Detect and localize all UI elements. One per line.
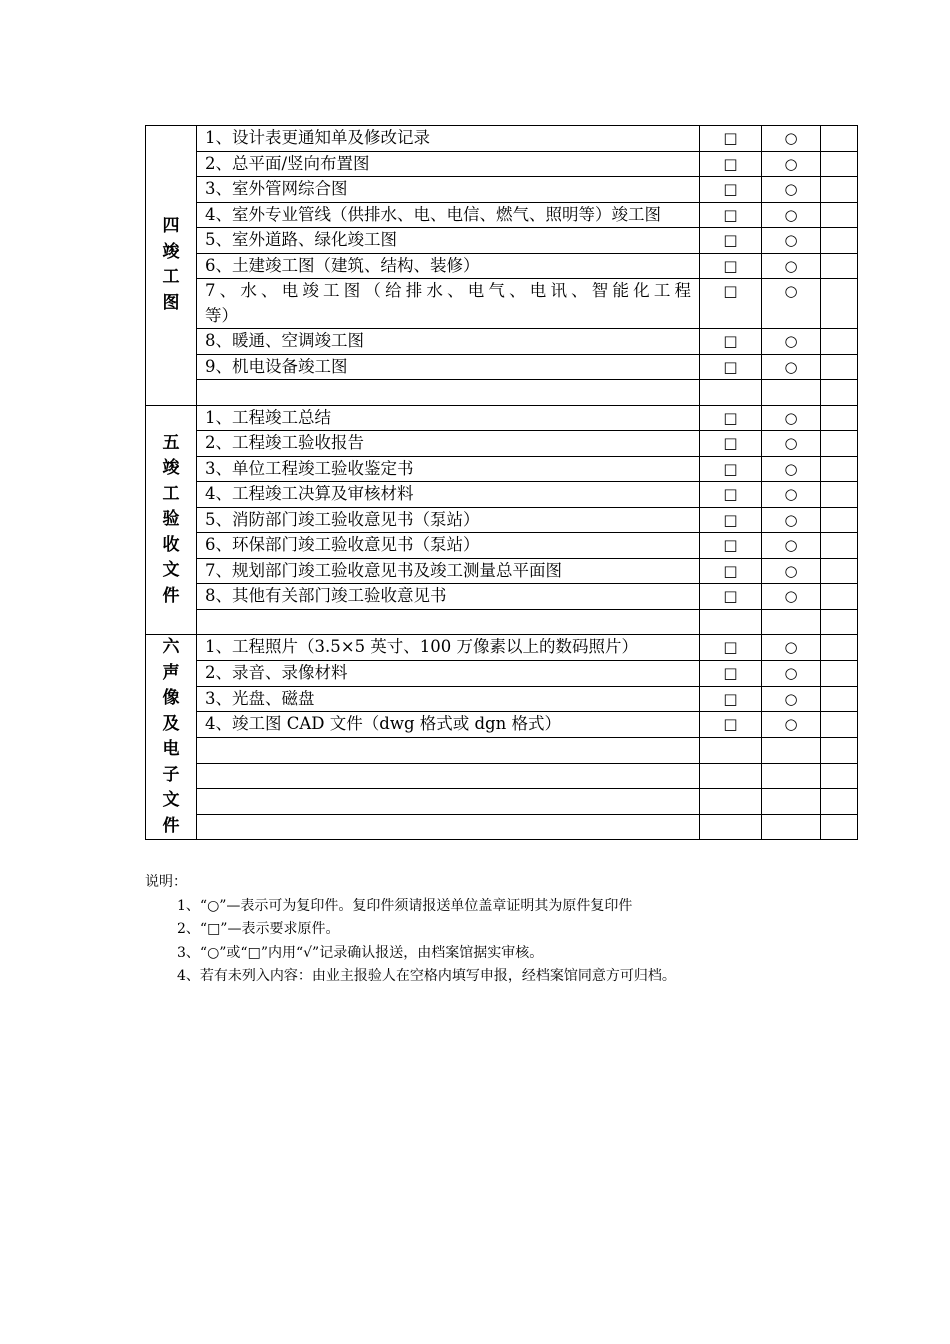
copy-allowed-mark: ○ <box>762 228 821 254</box>
confirm-cell <box>821 431 858 457</box>
item-text: 2、总平面/竖向布置图 <box>197 151 700 177</box>
copy-allowed-mark: ○ <box>762 202 821 228</box>
note-line-2: 2、“□”—表示要求原件。 <box>177 921 340 937</box>
table-row <box>146 660 858 686</box>
item-text: 8、暖通、空调竣工图 <box>197 329 700 355</box>
category-label <box>146 126 197 406</box>
item-text: 4、室外专业管线（供排水、电、电信、燃气、照明等）竣工图 <box>197 202 700 228</box>
table-row <box>146 686 858 712</box>
blank-item-cell <box>197 789 700 815</box>
original-required-mark: □ <box>700 533 762 559</box>
copy-allowed-mark: ○ <box>762 584 821 610</box>
notes-section <box>145 871 885 989</box>
item-text: 8、其他有关部门竣工验收意见书 <box>197 584 700 610</box>
category-char: 收 <box>162 534 180 555</box>
category-char: 验 <box>162 509 180 529</box>
original-required-mark: □ <box>700 456 762 482</box>
table-row <box>146 253 858 279</box>
copy-allowed-mark: ○ <box>762 151 821 177</box>
blank-item-cell <box>197 609 700 635</box>
blank-item-cell <box>197 763 700 789</box>
confirm-cell <box>821 507 858 533</box>
copy-allowed-mark: ○ <box>762 329 821 355</box>
original-required-mark: □ <box>700 584 762 610</box>
copy-allowed-mark: ○ <box>762 431 821 457</box>
archive-checklist-table <box>145 125 858 840</box>
item-text: 6、环保部门竣工验收意见书（泵站） <box>197 533 700 559</box>
note-line-4: 4、若有未列入内容：由业主报验人在空格内填写申报，经档案馆同意方可归档。 <box>177 968 676 984</box>
copy-allowed-mark: ○ <box>762 177 821 203</box>
blank-row <box>146 814 858 840</box>
confirm-cell <box>821 151 858 177</box>
category-char: 四 <box>162 216 180 237</box>
item-text: 2、录音、录像材料 <box>197 660 700 686</box>
original-required-mark: □ <box>700 228 762 254</box>
blank-mark-cell <box>762 609 821 635</box>
item-text: 3、单位工程竣工验收鉴定书 <box>197 456 700 482</box>
blank-mark-cell <box>700 763 762 789</box>
table-row <box>146 584 858 610</box>
item-text: 5、室外道路、绿化竣工图 <box>197 228 700 254</box>
original-required-mark: □ <box>700 279 762 329</box>
copy-allowed-mark: ○ <box>762 635 821 661</box>
copy-allowed-mark: ○ <box>762 686 821 712</box>
copy-allowed-mark: ○ <box>762 126 821 152</box>
table-row <box>146 507 858 533</box>
blank-confirm-cell <box>821 738 858 764</box>
category-char: 图 <box>162 292 180 313</box>
confirm-cell <box>821 660 858 686</box>
category-char: 竣 <box>162 241 180 262</box>
category-char: 及 <box>162 713 180 734</box>
table-row <box>146 329 858 355</box>
blank-row <box>146 738 858 764</box>
item-text: 4、竣工图 CAD 文件（dwg 格式或 dgn 格式） <box>197 712 700 738</box>
blank-mark-cell <box>762 814 821 840</box>
copy-allowed-mark: ○ <box>762 533 821 559</box>
item-text: 6、土建竣工图（建筑、结构、装修） <box>197 253 700 279</box>
confirm-cell <box>821 354 858 380</box>
confirm-cell <box>821 712 858 738</box>
confirm-cell <box>821 202 858 228</box>
confirm-cell <box>821 584 858 610</box>
item-text-line: 等） <box>205 305 238 325</box>
item-text: 1、工程竣工总结 <box>197 405 700 431</box>
confirm-cell <box>821 533 858 559</box>
category-char: 工 <box>162 267 180 288</box>
copy-allowed-mark: ○ <box>762 405 821 431</box>
blank-confirm-cell <box>821 789 858 815</box>
category-char: 子 <box>162 764 180 785</box>
table-row <box>146 635 858 661</box>
category-char: 文 <box>162 790 180 810</box>
copy-allowed-mark: ○ <box>762 558 821 584</box>
copy-allowed-mark: ○ <box>762 660 821 686</box>
original-required-mark: □ <box>700 431 762 457</box>
blank-confirm-cell <box>821 609 858 635</box>
item-text: 1、设计表更通知单及修改记录 <box>197 126 700 152</box>
item-text: 3、光盘、磁盘 <box>197 686 700 712</box>
blank-row <box>146 609 858 635</box>
category-char: 件 <box>162 585 180 606</box>
blank-item-cell <box>197 738 700 764</box>
copy-allowed-mark: ○ <box>762 253 821 279</box>
note-line-1: 1、“○”—表示可为复印件。复印件须请报送单位盖章证明其为原件复印件 <box>177 897 633 914</box>
original-required-mark: □ <box>700 405 762 431</box>
checklist-body <box>146 126 858 840</box>
category-char: 文 <box>162 560 180 580</box>
table-row <box>146 431 858 457</box>
item-text: 3、室外管网综合图 <box>197 177 700 203</box>
copy-allowed-mark: ○ <box>762 482 821 508</box>
confirm-cell <box>821 228 858 254</box>
original-required-mark: □ <box>700 151 762 177</box>
original-required-mark: □ <box>700 507 762 533</box>
table-row <box>146 482 858 508</box>
blank-row <box>146 380 858 406</box>
blank-mark-cell <box>762 380 821 406</box>
category-char: 件 <box>162 815 180 836</box>
copy-allowed-mark: ○ <box>762 456 821 482</box>
category-char: 工 <box>162 483 180 504</box>
confirm-cell <box>821 405 858 431</box>
confirm-cell <box>821 482 858 508</box>
blank-row <box>146 763 858 789</box>
confirm-cell <box>821 635 858 661</box>
original-required-mark: □ <box>700 558 762 584</box>
blank-mark-cell <box>700 738 762 764</box>
original-required-mark: □ <box>700 202 762 228</box>
item-text: 2、工程竣工验收报告 <box>197 431 700 457</box>
confirm-cell <box>821 253 858 279</box>
table-row <box>146 202 858 228</box>
original-required-mark: □ <box>700 712 762 738</box>
original-required-mark: □ <box>700 686 762 712</box>
category-char: 五 <box>162 432 180 453</box>
blank-confirm-cell <box>821 380 858 406</box>
category-char: 六 <box>162 637 180 657</box>
copy-allowed-mark: ○ <box>762 279 821 329</box>
blank-confirm-cell <box>821 763 858 789</box>
confirm-cell <box>821 126 858 152</box>
item-text: 7、规划部门竣工验收意见书及竣工测量总平面图 <box>197 558 700 584</box>
blank-mark-cell <box>762 789 821 815</box>
item-text <box>197 279 700 329</box>
table-row <box>146 456 858 482</box>
table-row <box>146 177 858 203</box>
blank-mark-cell <box>762 738 821 764</box>
blank-mark-cell <box>762 763 821 789</box>
table-row <box>146 151 858 177</box>
table-row <box>146 126 858 152</box>
copy-allowed-mark: ○ <box>762 507 821 533</box>
blank-mark-cell <box>700 814 762 840</box>
blank-mark-cell <box>700 789 762 815</box>
original-required-mark: □ <box>700 635 762 661</box>
blank-confirm-cell <box>821 814 858 840</box>
table-row <box>146 533 858 559</box>
category-label <box>146 635 197 840</box>
confirm-cell <box>821 558 858 584</box>
item-text: 5、消防部门竣工验收意见书（泵站） <box>197 507 700 533</box>
original-required-mark: □ <box>700 354 762 380</box>
item-text: 9、机电设备竣工图 <box>197 354 700 380</box>
table-row <box>146 354 858 380</box>
notes-heading: 说明： <box>145 874 187 890</box>
table-row <box>146 279 858 329</box>
confirm-cell <box>821 177 858 203</box>
category-label <box>146 405 197 635</box>
blank-row <box>146 789 858 815</box>
copy-allowed-mark: ○ <box>762 354 821 380</box>
original-required-mark: □ <box>700 177 762 203</box>
item-text: 4、工程竣工决算及审核材料 <box>197 482 700 508</box>
blank-item-cell <box>197 814 700 840</box>
confirm-cell <box>821 456 858 482</box>
blank-mark-cell <box>700 380 762 406</box>
category-char: 竣 <box>162 458 180 478</box>
original-required-mark: □ <box>700 660 762 686</box>
copy-allowed-mark: ○ <box>762 712 821 738</box>
table-row <box>146 558 858 584</box>
category-char: 电 <box>162 739 180 759</box>
category-char: 声 <box>162 662 180 683</box>
confirm-cell <box>821 686 858 712</box>
confirm-cell <box>821 329 858 355</box>
confirm-cell <box>821 279 858 329</box>
original-required-mark: □ <box>700 482 762 508</box>
original-required-mark: □ <box>700 329 762 355</box>
item-text: 1、工程照片（3.5×5 英寸、100 万像素以上的数码照片） <box>197 635 700 661</box>
note-line-3: 3、“○”或“□”内用“√”记录确认报送，由档案馆据实审核。 <box>177 944 544 961</box>
category-char: 像 <box>162 688 180 708</box>
original-required-mark: □ <box>700 126 762 152</box>
blank-mark-cell <box>700 609 762 635</box>
table-row <box>146 228 858 254</box>
blank-item-cell <box>197 380 700 406</box>
original-required-mark: □ <box>700 253 762 279</box>
table-row <box>146 405 858 431</box>
table-row <box>146 712 858 738</box>
item-text-line: 7、水、电竣工图（给排水、电气、电讯、智能化工程 <box>205 281 691 300</box>
